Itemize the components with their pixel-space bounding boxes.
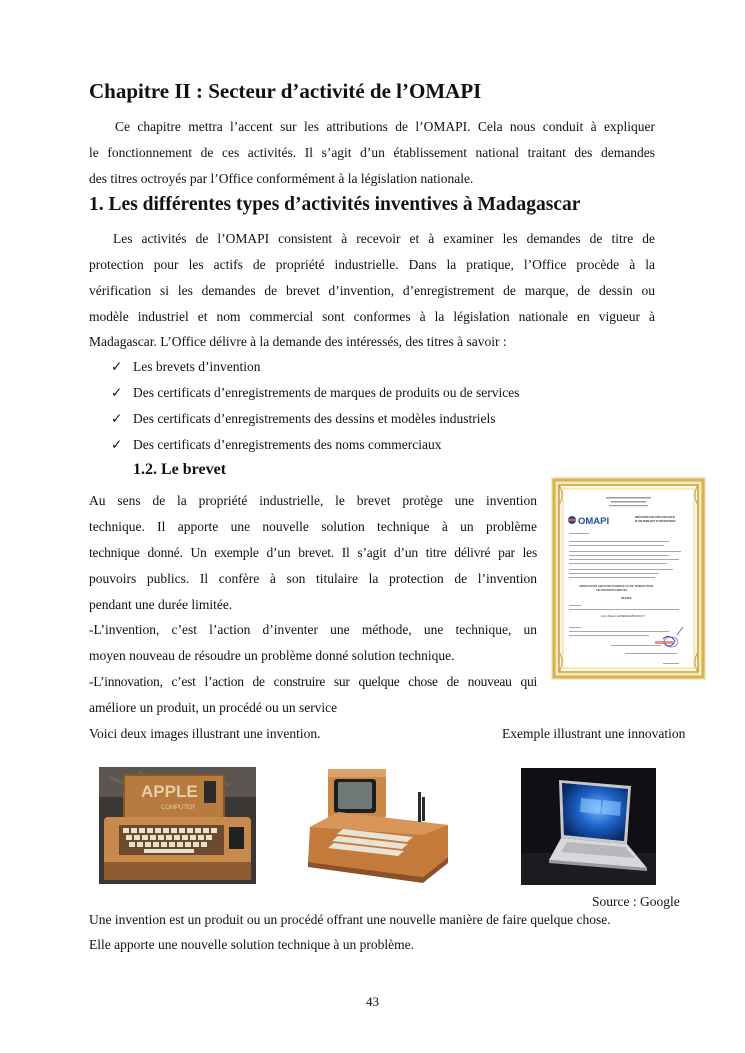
chapter-title: Chapitre II : Secteur d’activité de l’OMAPI — [89, 79, 482, 103]
certificate-name-line: Jean Miguel ANDRIAMAHAVONJY — [601, 614, 645, 618]
certificate-verification-1: VERIFICATION GRATUITE D’ESPECE OU DE TENEUR POUR — [579, 585, 654, 588]
apple-i-photo-1 — [99, 767, 256, 884]
certificate-verification-2: VALIDATION DU BREVET — [596, 589, 628, 592]
certificate-logo-text: OMAPI — [578, 516, 610, 527]
conclusion-line-2: Elle apporte une nouvelle solution technique à un problème. — [89, 937, 415, 952]
bullet-text: Des certificats d’enregistrements des dessins et modèles industriels — [133, 411, 496, 426]
check-icon: ✓ — [111, 411, 123, 426]
bullet-text: Des certificats d’enregistrements des noms commerciaux — [133, 437, 442, 452]
section1-line-3: vérification si les demandes de brevet d’invention, d’enregistrement de marque, de dessin ou — [89, 283, 655, 298]
brevet-line-5: pendant une durée limitée. — [89, 597, 233, 612]
caption-invention: Voici deux images illustrant une invention. — [89, 726, 321, 741]
section1-line-1: Les activités de l’OMAPI consistent à recevoir et à examiner les demandes de titre de — [113, 231, 655, 246]
bullet-text: Les brevets d’invention — [133, 359, 261, 374]
brevet-line-7: moyen nouveau de résoudre un problème donné solution technique. — [89, 648, 455, 663]
list-item — [111, 359, 260, 375]
list-item — [111, 385, 520, 401]
check-icon: ✓ — [111, 437, 123, 452]
intro-line-2: le fonctionnement de ces activités. Il s’agit d’un établissement national traitant des demandes — [89, 145, 655, 160]
section1-line-4: modèle industriel et nom commercial sont conformes à la législation nationale en vigueur à — [89, 309, 655, 324]
brevet-line-1: Au sens de la propriété industrielle, le brevet protège une invention — [89, 493, 537, 508]
conclusion-line-1: Une invention est un produit ou un procédé offrant une nouvelle manière de faire quelque chose. — [89, 912, 611, 927]
brevet-certificate-image — [551, 477, 706, 680]
brevet-line-9: améliore un produit, un procédé ou un service — [89, 700, 338, 715]
laptop-photo — [521, 768, 656, 885]
page-number: 43 — [366, 994, 379, 1009]
caption-innovation: Exemple illustrant une innovation — [502, 726, 686, 741]
apple-sub-label: COMPUTER — [161, 805, 196, 811]
image-source: Source : Google — [592, 894, 680, 909]
brevet-line-4: pouvoirs publics. Il confère à son titulaire la protection de l’invention — [89, 571, 537, 586]
check-icon: ✓ — [111, 385, 123, 400]
section1-line-5: Madagascar. L’Office délivre à la demande des intéressés, des titres à savoir : — [89, 334, 507, 349]
certificate-heading-1: DÉCISION DE DÉLIVRANCE — [635, 515, 675, 519]
brevet-line-6: -L’invention, c’est l’action d’inventer une méthode, une technique, un — [89, 622, 537, 637]
certificate-decide: DÉCIDE — [621, 596, 632, 600]
brevet-line-3: technique donné. Un exemple d’un brevet. Il s’agit d’un titre délivré par les — [89, 545, 537, 560]
section1-line-2: protection pour les actifs de propriété industrielle. Dans la pratique, l’Office procède à la — [89, 257, 655, 272]
check-icon: ✓ — [111, 359, 123, 374]
intro-line-1: Ce chapitre mettra l’accent sur les attributions de l’OMAPI. Cela nous conduit à expliquer — [115, 119, 655, 134]
section1-title: 1. Les différentes types d’activités inventives à Madagascar — [89, 194, 581, 215]
brevet-line-8: -L’innovation, c’est l’action de construire sur quelque chose de nouveau qui — [89, 674, 537, 689]
apple-i-photo-2 — [298, 767, 456, 885]
brevet-line-2: technique. Il apporte une nouvelle solution technique à un problème — [89, 519, 537, 534]
list-item — [111, 437, 442, 453]
intro-line-3: des titres octroyés par l’Office conformément à la législation nationale. — [89, 171, 474, 186]
subsection-title: 1.2. Le brevet — [133, 461, 227, 478]
bullet-text: Des certificats d’enregistrements de marques de produits ou de services — [133, 385, 520, 400]
apple-label: APPLE — [141, 782, 198, 801]
list-item — [111, 411, 496, 427]
certificate-heading-2: D’UN BREVET D’INVENTION — [635, 519, 676, 523]
